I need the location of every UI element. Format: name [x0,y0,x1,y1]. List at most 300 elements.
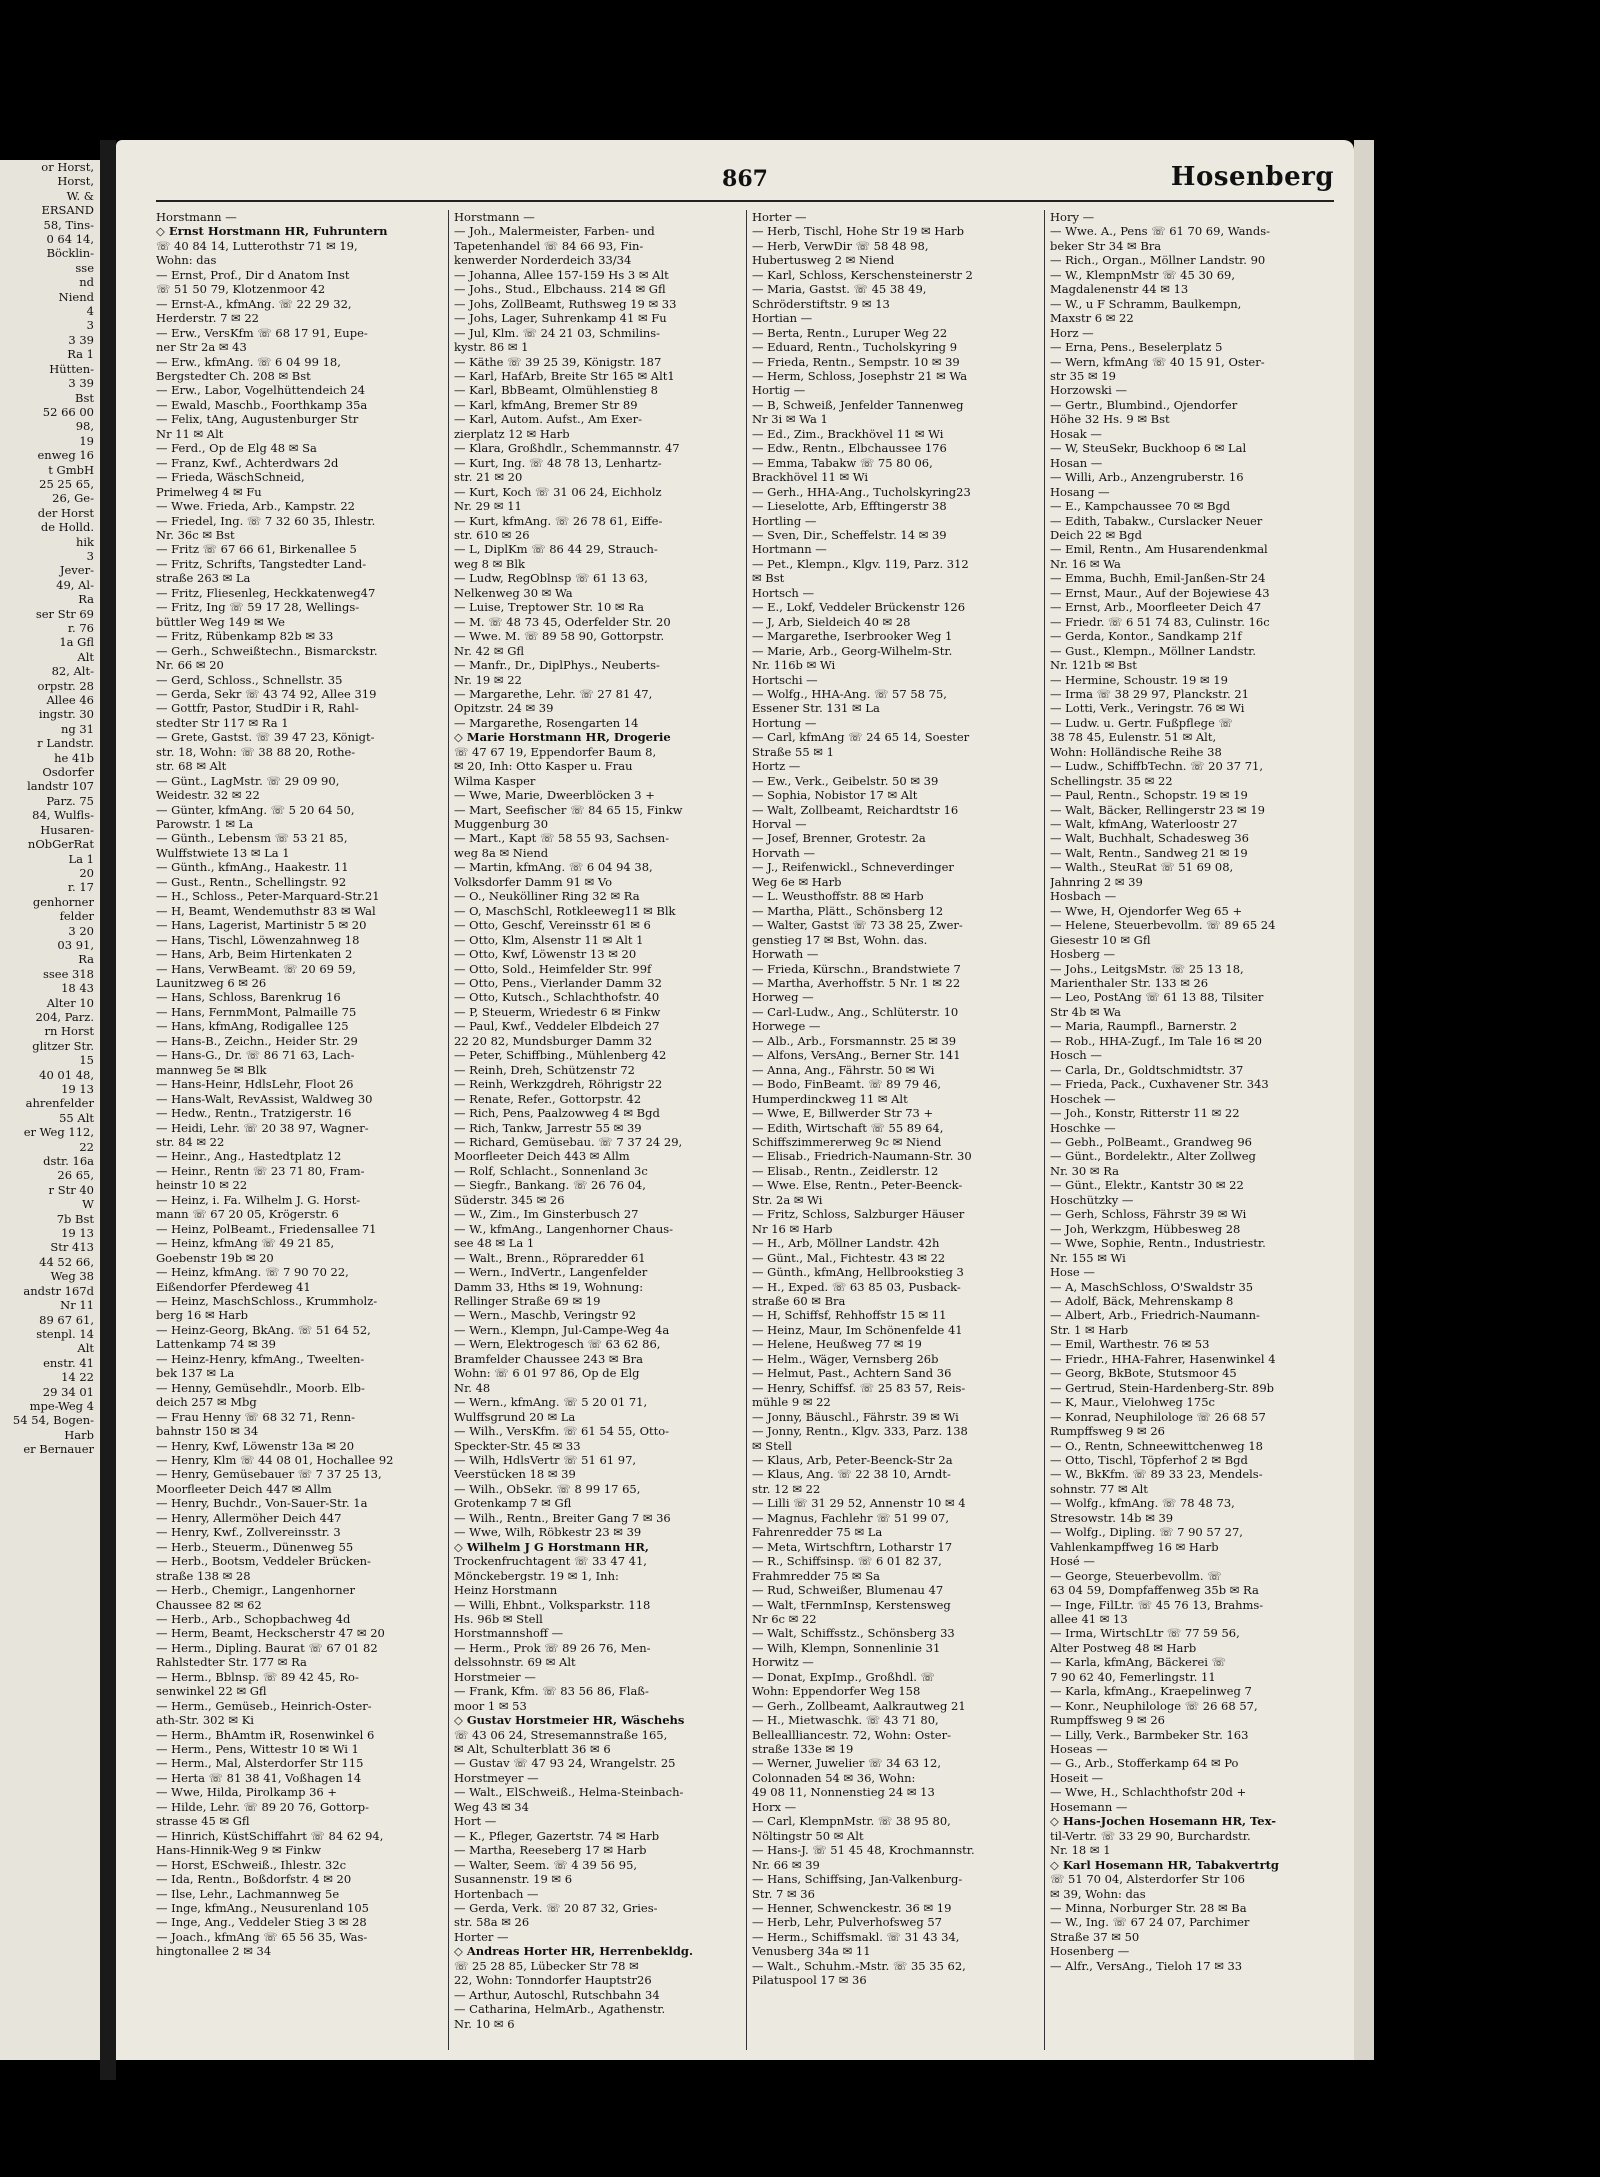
left-page-line: 7b Bst [56,1211,94,1226]
directory-entry-line: — Herb., Chemigr., Langenhorner [156,1583,355,1598]
left-page-line: 25 25 65, [39,476,94,491]
left-page-line: er Bernauer [23,1442,94,1457]
surname-heading: Horstmannshoff — [454,1626,564,1641]
left-page-line: enstr. 41 [43,1355,94,1370]
directory-entry-line: — Richard, Gemüsebau. ☏ 7 37 24 29, [454,1135,683,1149]
left-page-line: de Holld. [40,520,94,535]
left-page-line: andstr 167d [23,1283,94,1298]
left-page-line: 15 [79,1053,94,1068]
left-page-line: Horst, [57,174,94,189]
directory-entry-line: — W., Zim., Im Ginsterbusch 27 [454,1207,639,1222]
directory-entry-line: — Günt., Elektr., Kantstr 30 ✉ 22 [1050,1178,1244,1193]
directory-entry-line: — Walth., SteuRat ☏ 51 69 08, [1050,860,1234,875]
directory-entry-line: Str. 2a ✉ Wi [752,1192,823,1207]
directory-entry-line: heinstr 10 ✉ 22 [156,1178,248,1193]
directory-entry-line: — Konr., Neuphilologe ☏ 26 68 57, [1050,1698,1258,1713]
directory-entry-line: — Reinh, Dreh, Schützenstr 72 [454,1062,635,1077]
directory-entry-line: — Martha, Reeseberg 17 ✉ Harb [454,1843,647,1858]
directory-entry-line: — Heinr., Rentn ☏ 23 71 80, Fram- [156,1163,365,1178]
directory-entry-line: Bergstedter Ch. 208 ✉ Bst [156,368,311,383]
surname-heading: Horwitz — [752,1655,814,1670]
directory-entry-line: Moorfleeter Deich 447 ✉ Allm [156,1481,332,1496]
directory-entry-line: — Günth., Lebensm ☏ 53 21 85, [156,831,348,846]
directory-entry-line: — Günt., Mal., Fichtestr. 43 ✉ 22 [752,1250,946,1265]
directory-entry-line: — Hans, FernmMont, Palmaille 75 [156,1004,357,1019]
directory-entry-line: — Wilh., Rentn., Breiter Gang 7 ✉ 36 [454,1510,671,1525]
directory-entry-line: — Wern., IndVertr., Langenfelder [454,1265,648,1280]
directory-entry-line: — Frau Henny ☏ 68 32 71, Renn- [156,1409,356,1424]
directory-entry-line: — Ernst, Maur., Auf der Bojewiese 43 [1050,585,1270,600]
directory-entry-line: — Heinz, i. Fa. Wilhelm J. G. Horst- [156,1192,361,1207]
directory-entry-line: str. 12 ✉ 22 [752,1481,821,1496]
directory-entry-line: — Henry, Kwf., Zollvereinsstr. 3 [156,1525,341,1540]
directory-entry-line: — Donat, ExpImp., Großhdl. ☏ [752,1669,935,1684]
left-page-line: ssee 318 [42,966,94,981]
directory-entry-line: — Wwe. Else, Rentn., Peter-Beenck- [752,1178,963,1193]
left-page-line: 29 34 01 [42,1384,94,1399]
directory-entry-line: straße 60 ✉ Bra [752,1293,846,1308]
left-page-line: Alt [77,649,94,664]
directory-entry-line: — Werner, Juwelier ☏ 34 63 12, [752,1756,941,1771]
left-page-line: dstr. 16a [43,1154,94,1169]
directory-entry-line: — Carl, kfmAng ☏ 24 65 14, Soester [752,730,970,745]
directory-entry-line: — G., Arb., Stofferkamp 64 ✉ Po [1050,1756,1239,1771]
directory-entry-line: — Ed., Zim., Brackhövel 11 ✉ Wi [752,426,944,441]
directory-entry-line: — Herb., Steuerm., Dünenweg 55 [156,1539,354,1554]
directory-entry-line: — Gerda, Kontor., Sandkamp 21f [1050,629,1242,644]
directory-entry-line: ☏ 25 28 85, Lübecker Str 78 ✉ [454,1958,639,1973]
directory-entry-line: — Willi, Arb., Anzengruberstr. 16 [1050,470,1244,485]
directory-entry-line: Rumpffsweg 9 ✉ 26 [1050,1713,1165,1728]
directory-entry-line: — Fritz, Ing ☏ 59 17 28, Wellings- [156,600,360,615]
directory-entry-line: — Joh, Werkzgm, Hübbesweg 28 [1050,1221,1241,1236]
directory-entry-line: — Ludw. u. Gertr. Fußpflege ☏ [1050,715,1233,730]
directory-entry-line: — Fritz, Fliesenleg, Heckkatenweg47 [156,585,376,600]
directory-entry-line: — Johs, ZollBeamt, Ruthsweg 19 ✉ 33 [454,296,677,311]
directory-entry-line: ☏ 43 06 24, Stresemannstraße 165, [454,1727,668,1742]
directory-entry-line: ◇ Ernst Horstmann HR, Fuhruntern [156,224,388,239]
directory-entry-line: — Henry, Schiffsf. ☏ 25 83 57, Reis- [752,1380,966,1395]
directory-entry-line: — J, Arb, Sieldeich 40 ✉ 28 [752,614,911,629]
directory-entry-line: — Hans, Lagerist, Martinistr 5 ✉ 20 [156,918,367,933]
directory-entry-line: Nr. 30 ✉ Ra [1050,1163,1119,1178]
directory-entry-line: — Ilse, Lehr., Lachmannweg 5e [156,1886,340,1901]
directory-entry-line: — Maria, Raumpfl., Barnerstr. 2 [1050,1019,1238,1034]
directory-entry-line: — Rich., Organ., Möllner Landstr. 90 [1050,253,1266,268]
directory-entry-line: — Jonny, Rentn., Klgv. 333, Parz. 138 [752,1424,968,1439]
directory-entry-line: — Hans, Tischl, Löwenzahnweg 18 [156,932,360,947]
directory-entry-line: Weg 6e ✉ Harb [752,874,842,889]
left-page-line: 82, Alt- [51,664,94,679]
directory-entry-line: — Margarethe, Iserbrooker Weg 1 [752,629,953,644]
directory-entry-line: — Helene, Steuerbevollm. ☏ 89 65 24 [1050,918,1276,933]
directory-entry-line: — George, Steuerbevollm. ☏ [1050,1568,1222,1583]
left-page-line: nd [79,275,94,290]
directory-entry-line: — Inge, kfmAng., Neusurenland 105 [156,1901,369,1916]
directory-entry-line: see 48 ✉ La 1 [454,1236,535,1251]
directory-entry-line: — Johanna, Allee 157-159 Hs 3 ✉ Alt [454,267,669,282]
directory-entry-line: Wilma Kasper [454,773,536,788]
directory-entry-line: — W., kfmAng., Langenhorner Chaus- [454,1221,674,1236]
directory-entry-line: Schiffszimmererweg 9c ✉ Niend [752,1135,942,1149]
directory-entry-line: Nr. 16 ✉ Wa [1050,556,1121,571]
directory-entry-line: — Herb, Lehr, Pulverhofsweg 57 [752,1915,942,1930]
directory-entry-line: Straße 55 ✉ 1 [752,744,834,759]
left-page-line: 98, [75,419,94,434]
directory-entry-line: ◇ Hans-Jochen Hosemann HR, Tex- [1050,1814,1277,1829]
directory-entry-line: Speckter-Str. 45 ✉ 33 [454,1438,581,1453]
directory-entry-line: — Erw., kfmAng. ☏ 6 04 99 18, [156,354,341,369]
directory-entry-line: — Horst, ESchweiß., Ihlestr. 32c [156,1857,347,1872]
directory-entry-line: — Wwe, Marie, Dweerblöcken 3 + [454,788,655,803]
directory-entry-line: — Walt., Schuhm.-Mstr. ☏ 35 35 62, [752,1958,966,1973]
surname-heading: Hortung — [752,715,817,730]
left-page-line: 3 39 [68,332,94,347]
directory-entry-line: — Wolfg., HHA-Ang. ☏ 57 58 75, [752,686,947,701]
directory-entry-line: Rellinger Straße 69 ✉ 19 [454,1293,601,1308]
directory-entry-line: — Frieda, Kürschn., Brandstwiete 7 [752,961,961,976]
left-page-line: 20 [79,865,94,880]
surname-heading: Hosberg — [1050,947,1116,962]
directory-entry-line: Primelweg 4 ✉ Fu [156,484,262,499]
directory-entry-line: Chaussee 82 ✉ 62 [156,1597,262,1612]
directory-entry-line: — Klaus, Ang. ☏ 22 38 10, Arndt- [752,1467,951,1482]
directory-entry-line: — Wern., Klempn, Jul-Campe-Weg 4a [454,1322,670,1337]
directory-entry-line: — Herb., Arb., Schopbachweg 4d [156,1611,351,1626]
left-page-line: 40 01 48, [39,1067,94,1082]
directory-entry-line: weg 8 ✉ Blk [454,556,526,571]
directory-entry-line: — H., Arb, Möllner Landstr. 42h [752,1236,940,1251]
directory-entry-line: Weg 43 ✉ 34 [454,1799,529,1814]
directory-entry-line: — Alb., Arb., Forsmannstr. 25 ✉ 39 [752,1033,957,1048]
surname-heading: Hortz — [752,759,801,774]
directory-entry-line: — W, SteuSekr, Buckhoop 6 ✉ Lal [1050,441,1247,456]
directory-entry-line: — Henry, Buchdr., Von-Sauer-Str. 1a [156,1496,368,1511]
directory-entry-line: — O, MaschSchl, Rotkleeweg11 ✉ Blk [454,903,676,918]
directory-entry-line: Straße 37 ✉ 50 [1050,1929,1140,1944]
directory-entry-line: Nr 6c ✉ 22 [752,1611,817,1626]
directory-entry-line: Grotenkamp 7 ✉ Gfl [454,1496,572,1511]
directory-entry-line: Wohn: Eppendorfer Weg 158 [752,1684,921,1699]
directory-entry-line: — E., Lokf, Veddeler Brückenstr 126 [752,600,966,615]
left-page-line: er Weg 112, [23,1125,94,1140]
left-page-line: Alter 10 [46,995,94,1010]
directory-entry-line: genstieg 17 ✉ Bst, Wohn. das. [752,932,928,947]
directory-entry-line: — Pet., Klempn., Klgv. 119, Parz. 312 [752,556,969,571]
directory-entry-line: ◇ Gustav Horstmeier HR, Wäschehs [454,1713,685,1728]
directory-entry-line: — Wolfg., Dipling. ☏ 7 90 57 27, [1050,1525,1243,1540]
left-page-line: felder [59,909,94,924]
directory-entry-line: — Karl, Schloss, Kerschensteinerstr 2 [752,267,973,282]
directory-entry-line: Nr. 121b ✉ Bst [1050,658,1137,673]
directory-entry-line: straße 133e ✉ 19 [752,1742,854,1757]
directory-entry-line: delssohnstr. 69 ✉ Alt [454,1655,576,1670]
directory-entry-line: til-Vertr. ☏ 33 29 90, Burchardstr. [1050,1828,1251,1843]
directory-entry-line: — Walt, Zollbeamt, Reichardtstr 16 [752,802,959,817]
left-page-line: W. & [66,188,94,203]
directory-entry-line: — Inge, Ang., Veddeler Stieg 3 ✉ 28 [156,1915,367,1930]
directory-entry-line: Fahrenredder 75 ✉ La [752,1525,883,1540]
directory-entry-line: bek 137 ✉ La [156,1366,235,1381]
directory-entry-line: — Alfons, VersAng., Berner Str. 141 [752,1048,961,1063]
directory-entry-line: zierplatz 12 ✉ Harb [454,426,570,441]
directory-entry-line: — Manfr., Dr., DiplPhys., Neuberts- [454,658,660,673]
directory-entry-line: — Maria, Gastst. ☏ 45 38 49, [752,282,927,297]
directory-entry-line: Wulffsgrund 20 ✉ La [454,1409,576,1424]
directory-entry-line: mann ☏ 67 20 05, Krögerstr. 6 [156,1207,339,1222]
directory-entry-line: — Sophia, Nobistor 17 ✉ Alt [752,788,918,803]
directory-entry-line: büttler Weg 149 ✉ We [156,614,285,629]
directory-entry-line: Magdalenenstr 44 ✉ 13 [1050,282,1189,297]
directory-entry-line: — Irma, WirtschLtr ☏ 77 59 56, [1050,1626,1240,1641]
surname-heading: Horstmann — [156,210,237,224]
left-page-line: 4 [86,304,94,319]
directory-entry-line: — Friedel, Ing. ☏ 7 32 60 35, Ihlestr. [156,513,376,528]
directory-entry-line: — H, Schiffsf, Rehhoffstr 15 ✉ 11 [752,1308,947,1323]
directory-entry-line: — Herm., Gemüseb., Heinrich-Oster- [156,1698,372,1713]
directory-entry-line: — Herb, VerwDir ☏ 58 48 98, [752,238,929,253]
directory-entry-line: Launitzweg 6 ✉ 26 [156,976,267,991]
directory-entry-line: Volksdorfer Damm 91 ✉ Vo [454,874,613,889]
directory-entry-line: ◇ Marie Horstmann HR, Drogerie [454,730,671,745]
surname-heading: Hoschke — [1050,1120,1116,1135]
directory-entry-line: — Eduard, Rentn., Tucholskyring 9 [752,340,958,355]
directory-entry-line: — Heinz, PolBeamt., Friedensallee 71 [156,1221,377,1236]
directory-entry-line: — P, Steuerm, Wriedestr 6 ✉ Finkw [454,1004,661,1019]
directory-entry-line: — Gerh., HHA-Ang., Tucholskyring23 [752,484,971,499]
directory-entry-line: — Helmut, Past., Achtern Sand 36 [752,1366,952,1381]
directory-entry-line: Stresowstr. 14b ✉ 39 [1050,1510,1174,1525]
directory-entry-line: — Günth., kfmAng, Hellbrookstieg 3 [752,1265,964,1280]
directory-entry-line: — Hans-Walt, RevAssist, Waldweg 30 [156,1091,373,1106]
left-page-line: hik [75,534,94,549]
directory-entry-line: — B, Schweiß, Jenfelder Tannenweg [752,397,964,412]
directory-entry-line: — Hedw., Rentn., Tratzigerstr. 16 [156,1106,352,1121]
directory-entry-line: — Gust., Rentn., Schellingstr. 92 [156,874,347,889]
directory-entry-line: — Walt, Bäcker, Rellingerstr 23 ✉ 19 [1050,802,1265,817]
directory-entry-line: Wohn: ☏ 6 01 97 86, Op de Elg [454,1366,640,1381]
directory-entry-line: — Gerh., Schweißtechn., Bismarckstr. [156,643,378,658]
directory-entry-line: Höhe 32 Hs. 9 ✉ Bst [1050,412,1170,427]
directory-entry-line: — Erw., Labor, Vogelhüttendeich 24 [156,383,366,398]
left-page-line: 26 65, [57,1168,94,1183]
directory-entry-line: — Henry, Kwf, Löwenstr 13a ✉ 20 [156,1438,355,1453]
directory-entry-line: Maxstr 6 ✉ 22 [1050,311,1134,326]
left-page-line: mpe-Weg 4 [29,1398,94,1413]
surname-heading: Hosch — [1050,1048,1102,1063]
directory-entry-line: — Wolfg., kfmAng. ☏ 78 48 73, [1050,1496,1235,1511]
directory-entry-line: ◇ Wilhelm J G Horstmann HR, [454,1539,649,1554]
directory-entry-line: Nr. 10 ✉ 6 [454,2016,515,2031]
column-1 [156,210,442,2050]
left-page-line: 44 52 66, [39,1254,94,1269]
directory-entry-line: Weidestr. 32 ✉ 22 [156,788,260,803]
column-divider [746,210,747,2050]
directory-entry-line: — Kurt, Ing. ☏ 48 78 13, Lenhartz- [454,455,662,470]
surname-heading: Hoseit — [1050,1770,1104,1785]
left-page-line: 18 43 [61,981,94,996]
directory-entry-line: — Hilde, Lehr. ☏ 89 20 76, Gottorp- [156,1799,369,1814]
directory-entry-line: — Herm., Pens, Wittestr 10 ✉ Wi 1 [156,1742,359,1757]
directory-entry-line: ✉ 20, Inh: Otto Kasper u. Frau [454,759,633,774]
left-page-line: 14 22 [61,1370,94,1385]
directory-entry-line: 63 04 59, Dompfaffenweg 35b ✉ Ra [1050,1583,1259,1598]
directory-entry-line: — Käthe ☏ 39 25 39, Königstr. 187 [454,354,662,369]
directory-entry-line: — Günt., LagMstr. ☏ 29 09 90, [156,773,340,788]
directory-entry-line: — Walt, Schiffsstz., Schönsberg 33 [752,1626,955,1641]
directory-entry-line: Nr. 19 ✉ 22 [454,672,522,687]
directory-entry-line: — Kurt, kfmAng. ☏ 26 78 61, Eiffe- [454,513,663,528]
directory-entry-line: — Walt., Brenn., Röpraredder 61 [454,1250,646,1265]
directory-entry-line: Frahmredder 75 ✉ Sa [752,1568,880,1583]
directory-entry-line: mannweg 5e ✉ Blk [156,1062,267,1077]
directory-entry-line: — Adolf, Bäck, Mehrenskamp 8 [1050,1293,1234,1308]
directory-entry-line: — Willi, Ehbnt., Volksparkstr. 118 [454,1597,651,1612]
directory-entry-line: — Hans-B., Zeichn., Heider Str. 29 [156,1033,358,1048]
directory-entry-line: Jahnring 2 ✉ 39 [1050,874,1143,889]
left-page-line: ng 31 [60,721,94,736]
directory-entry-line: ner Str 2a ✉ 43 [156,340,247,355]
left-page-line: der Horst [37,505,94,520]
directory-entry-line: Schellingstr. 35 ✉ 22 [1050,773,1173,788]
directory-entry-line: — Joh., Malermeister, Farben- und [454,224,655,239]
directory-entry-line: — Gustav ☏ 47 93 24, Wrangelstr. 25 [454,1756,676,1771]
directory-entry-line: Wulffstwiete 13 ✉ La 1 [156,845,290,860]
directory-entry-line: Lattenkamp 74 ✉ 39 [156,1337,276,1352]
left-page-line: Parz. 75 [46,793,94,808]
directory-entry-line: — Walt, Rentn., Sandweg 21 ✉ 19 [1050,845,1248,860]
directory-entry-line: — H, Beamt, Wendemuthstr 83 ✉ Wal [156,903,376,918]
left-page-line: 3 20 [68,923,94,938]
directory-entry-line: — Grete, Gastst. ☏ 39 47 23, Königt- [156,730,375,745]
surname-heading: Horvath — [752,845,815,860]
left-page-line: landstr 107 [27,779,94,794]
directory-entry-line: — Wilh., VersKfm. ☏ 61 54 55, Otto- [454,1424,670,1439]
left-page-line: genhorner [32,894,94,909]
directory-entry-line: — M. ☏ 48 73 45, Oderfelder Str. 20 [454,614,671,629]
surname-heading: Horz — [1050,325,1094,340]
directory-entry-line: — Magnus, Fachlehr ☏ 51 99 07, [752,1510,950,1525]
left-page-line: r Landstr. [37,736,94,751]
directory-entry-line: Nr. 155 ✉ Wi [1050,1250,1126,1265]
directory-entry-line: — Lilli ☏ 31 29 52, Annenstr 10 ✉ 4 [752,1496,966,1511]
left-page-line: enweg 16 [37,448,94,463]
directory-entry-line: weg 8a ✉ Niend [454,845,549,860]
directory-entry-line: — Karla, kfmAng, Bäckerei ☏ [1050,1655,1226,1670]
directory-entry-line: — Walter, Gastst ☏ 73 38 25, Zwer- [752,918,963,933]
directory-entry-line: — Günt., Bordelektr., Alter Zollweg [1050,1149,1256,1164]
directory-entry-line: — Jonny, Bäuschl., Fährstr. 39 ✉ Wi [752,1409,959,1424]
directory-entry-line: — Wwe, H., Schlachthofstr 20d + [1050,1785,1247,1800]
left-page-line: t GmbH [48,462,94,477]
directory-entry-line: — Herb., Bootsm, Veddeler Brücken- [156,1554,371,1569]
directory-entry-line: ☏ 51 70 04, Alsterdorfer Str 106 [1050,1872,1245,1887]
directory-entry-line: hingtonallee 2 ✉ 34 [156,1944,272,1959]
directory-entry-line: — Ernst-A., kfmAng. ☏ 22 29 32, [156,296,352,311]
directory-entry-line: — Martha, Plätt., Schönsberg 12 [752,903,944,918]
surname-heading: Hortschi — [752,672,818,687]
directory-entry-line: — Friedr., HHA-Fahrer, Hasenwinkel 4 [1050,1351,1276,1366]
directory-entry-line: Vahlenkampffweg 16 ✉ Harb [1050,1539,1219,1554]
directory-entry-line: — Fritz, Schloss, Salzburger Häuser [752,1207,965,1222]
directory-entry-line: bahnstr 150 ✉ 34 [156,1424,259,1439]
directory-entry-line: — Wwe, H, Ojendorfer Weg 65 + [1050,903,1243,918]
directory-entry-line: Mönckebergstr. 19 ✉ 1, Inh: [454,1568,619,1583]
directory-entry-line: Muggenburg 30 [454,817,549,832]
column-divider [448,210,449,2050]
directory-entry-line: — Herm., BhAmtm iR, Rosenwinkel 6 [156,1727,375,1742]
directory-entry-line: — Otto, Klm, Alsenstr 11 ✉ Alt 1 [454,932,644,947]
directory-entry-line: — R., Schiffsinsp. ☏ 6 01 82 37, [752,1554,942,1569]
directory-entry-line: ✉ Stell [752,1438,792,1453]
directory-entry-line: 7 90 62 40, Femerlingstr. 11 [1050,1669,1216,1684]
directory-entry-line: 22 20 82, Mundsburger Damm 32 [454,1033,653,1048]
directory-entry-line: — Jul, Klm. ☏ 24 21 03, Schmilins- [454,325,661,340]
directory-entry-line: — Hans, Schloss, Barenkrug 16 [156,990,341,1005]
directory-entry-line: — K, Maur., Vielohweg 175c [1050,1395,1215,1410]
left-page-line: he 41b [54,750,94,765]
left-page-line: ERSAND [41,203,94,218]
directory-entry-line: — Leo, PostAng ☏ 61 13 88, Tilsiter [1050,990,1264,1005]
surname-heading: Horwath — [752,947,819,962]
left-page-line: La 1 [68,851,94,866]
directory-entry-line: Nr. 18 ✉ 1 [1050,1843,1111,1858]
directory-entry-line: Susannenstr. 19 ✉ 6 [454,1872,573,1887]
surname-heading: Horter — [454,1929,509,1944]
directory-entry-line: — Johs., Stud., Elbchauss. 214 ✉ Gfl [454,282,666,297]
directory-entry-line: Str 4b ✉ Wa [1050,1004,1121,1019]
directory-entry-line: str. 58a ✉ 26 [454,1915,530,1930]
directory-entry-line: — Mart., Kapt ☏ 58 55 93, Sachsen- [454,831,670,846]
directory-entry-line: str 35 ✉ 19 [1050,368,1116,383]
directory-entry-line: — Emma, Tabakw ☏ 75 80 06, [752,455,933,470]
directory-entry-line: — Alfr., VersAng., Tieloh 17 ✉ 33 [1050,1958,1243,1973]
directory-entry-line: — Henner, Schwenckestr. 36 ✉ 19 [752,1901,952,1916]
directory-entry-line: — Rich, Tankw, Jarrestr 55 ✉ 39 [454,1120,642,1135]
left-page-line: stenpl. 14 [36,1326,94,1341]
surname-heading: Horstmeier — [454,1669,536,1684]
directory-entry-line: — Herta ☏ 81 38 41, Voßhagen 14 [156,1770,362,1785]
directory-entry-line: — Herb, Tischl, Hohe Str 19 ✉ Harb [752,224,965,239]
directory-entry-line: Wohn: Holländische Reihe 38 [1050,744,1222,759]
directory-entry-line: — Henry, Allermöher Deich 447 [156,1510,342,1525]
directory-entry-line: Trockenfruchtagent ☏ 33 47 41, [454,1554,647,1569]
surname-heading: Horzowski — [1050,383,1127,398]
directory-entry-line: — Lieselotte, Arb, Efftingerstr 38 [752,499,947,514]
left-page-line: glitzer Str. [32,1038,94,1053]
surname-heading: Horweg — [752,990,814,1005]
directory-entry-line: Nr 16 ✉ Harb [752,1221,833,1236]
directory-entry-line: — Ernst, Prof., Dir d Anatom Inst [156,267,350,282]
directory-entry-line: strasse 45 ✉ Gfl [156,1814,250,1829]
directory-entry-line: — Karl, kfmAng, Bremer Str 89 [454,397,638,412]
directory-entry-line: Tapetenhandel ☏ 84 66 93, Fin- [454,238,644,253]
directory-entry-line: — Rolf, Schlacht., Sonnenland 3c [454,1163,648,1178]
left-page-line: Harb [64,1427,94,1442]
directory-entry-line: — Lotti, Verk., Veringstr. 76 ✉ Wi [1050,701,1245,716]
directory-entry-line: str. 68 ✉ Alt [156,759,227,774]
directory-entry-line: — A, MaschSchloss, O'Swaldstr 35 [1050,1279,1254,1294]
directory-entry-line: — Otto, Sold., Heimfelder Str. 99f [454,961,652,976]
directory-entry-line: — Wern, kfmAng ☏ 40 15 91, Oster- [1050,354,1265,369]
surname-heading: Hosenberg — [1050,1944,1130,1959]
directory-entry-line: kystr. 86 ✉ 1 [454,340,529,355]
left-page-fragment [0,160,100,2060]
directory-entry-line: — Gerd, Schloss., Schnellstr. 35 [156,672,343,687]
left-page-line: 52 66 00 [42,404,94,419]
directory-entry-line: — Rud, Schweißer, Blumenau 47 [752,1583,944,1598]
directory-entry-line: — Hinrich, KüstSchiffahrt ☏ 84 62 94, [156,1828,384,1843]
